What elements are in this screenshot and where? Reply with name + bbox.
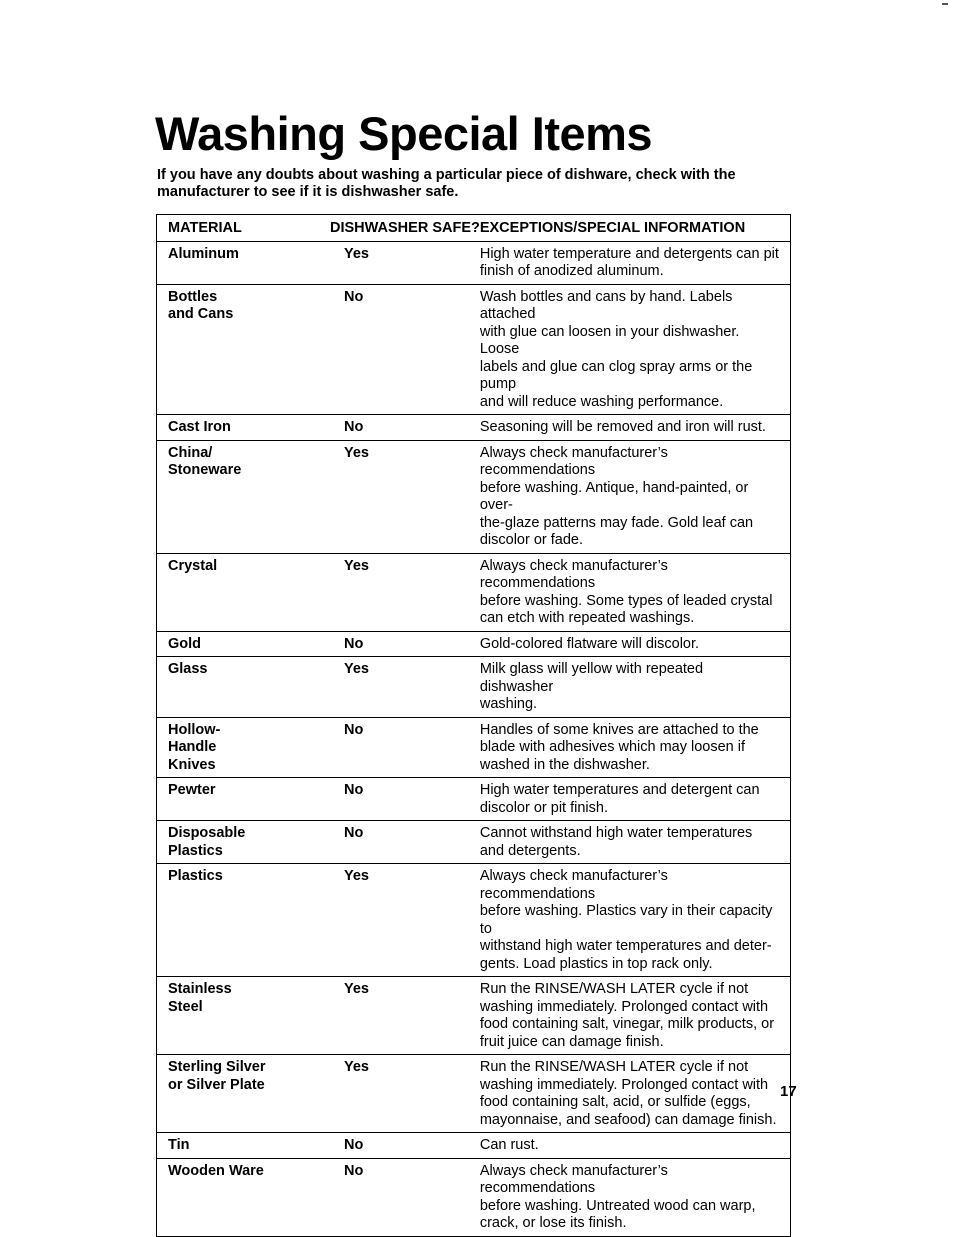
info-cell: Cannot withstand high water temperatures and detergents.	[480, 821, 791, 864]
table-row	[157, 553, 791, 631]
info-cell: Run the RINSE/WASH LATER cycle if not washing immediately. Prolonged contact with food containing salt, vinegar, milk products, or fruit juice can damage finish.	[480, 977, 791, 1055]
safe-cell: No	[330, 717, 480, 778]
material-cell: Plastics	[157, 864, 331, 977]
info-cell: Wash bottles and cans by hand. Labels attached with glue can loosen in your dishwasher. Loose labels and glue can clog spray arms or the pump and will reduce washing performance.	[480, 284, 791, 415]
safe-cell: Yes	[330, 440, 480, 553]
material-cell: China/ Stoneware	[157, 440, 331, 553]
safe-cell: Yes	[330, 977, 480, 1055]
material-cell: Hollow- Handle Knives	[157, 717, 331, 778]
table-row	[157, 657, 791, 718]
material-cell: Cast Iron	[157, 415, 331, 441]
table-row	[157, 284, 791, 415]
page-title: Washing Special Items	[155, 107, 653, 160]
material-cell: Aluminum	[157, 241, 331, 284]
table-row	[157, 1133, 791, 1159]
material-cell: Wooden Ware	[157, 1158, 331, 1236]
table-row	[157, 864, 791, 977]
safe-cell: No	[330, 284, 480, 415]
material-cell: Tin	[157, 1133, 331, 1159]
info-cell: Gold-colored flatware will discolor.	[480, 631, 791, 657]
header-dishwasher-safe: DISHWASHER SAFE?	[330, 215, 480, 242]
table-row	[157, 1055, 791, 1133]
table-row	[157, 821, 791, 864]
info-cell: Run the RINSE/WASH LATER cycle if not washing immediately. Prolonged contact with food containing salt, acid, or sulfide (eggs, mayonnaise, and seafood) can damage finish.	[480, 1055, 791, 1133]
header-material: MATERIAL	[157, 215, 331, 242]
info-cell: Always check manufacturer’s recommendations before washing. Plastics vary in their capacity to withstand high water temperatures and deter- gents. Load plastics in top rack only.	[480, 864, 791, 977]
table-row	[157, 977, 791, 1055]
page-edge-mark	[942, 3, 948, 5]
material-cell: Disposable Plastics	[157, 821, 331, 864]
info-cell: Always check manufacturer’s recommendations before washing. Some types of leaded crystal can etch with repeated washings.	[480, 553, 791, 631]
info-cell: Milk glass will yellow with repeated dishwasher washing.	[480, 657, 791, 718]
material-cell: Gold	[157, 631, 331, 657]
intro-paragraph: If you have any doubts about washing a particular piece of dishware, check with the manufacturer to see if it is dishwasher safe.	[157, 167, 736, 200]
safe-cell: Yes	[330, 864, 480, 977]
table-header-row	[157, 215, 791, 242]
material-cell: Sterling Silver or Silver Plate	[157, 1055, 331, 1133]
safe-cell: No	[330, 415, 480, 441]
material-cell: Bottles and Cans	[157, 284, 331, 415]
material-cell: Stainless Steel	[157, 977, 331, 1055]
special-items-table	[156, 214, 791, 1237]
safe-cell: No	[330, 1133, 480, 1159]
safe-cell: Yes	[330, 241, 480, 284]
table-row	[157, 717, 791, 778]
safe-cell: Yes	[330, 657, 480, 718]
safe-cell: No	[330, 821, 480, 864]
table-row	[157, 631, 791, 657]
info-cell: Handles of some knives are attached to the blade with adhesives which may loosen if washed in the dishwasher.	[480, 717, 791, 778]
page-number: 17	[780, 1083, 797, 1100]
safe-cell: No	[330, 778, 480, 821]
header-exceptions: EXCEPTIONS/SPECIAL INFORMATION	[480, 215, 791, 242]
safe-cell: No	[330, 1158, 480, 1236]
table-row	[157, 440, 791, 553]
table-row	[157, 241, 791, 284]
info-cell: Always check manufacturer’s recommendations before washing. Untreated wood can warp, crack, or lose its finish.	[480, 1158, 791, 1236]
safe-cell: No	[330, 631, 480, 657]
info-cell: High water temperature and detergents can pit finish of anodized aluminum.	[480, 241, 791, 284]
table-row	[157, 415, 791, 441]
safe-cell: Yes	[330, 553, 480, 631]
info-cell: Always check manufacturer’s recommendations before washing. Antique, hand-painted, or over- the-glaze patterns may fade. Gold leaf can discolor or fade.	[480, 440, 791, 553]
table-row	[157, 1158, 791, 1236]
safe-cell: Yes	[330, 1055, 480, 1133]
info-cell: Can rust.	[480, 1133, 791, 1159]
material-cell: Crystal	[157, 553, 331, 631]
table-row	[157, 778, 791, 821]
material-cell: Glass	[157, 657, 331, 718]
material-cell: Pewter	[157, 778, 331, 821]
info-cell: High water temperatures and detergent can discolor or pit finish.	[480, 778, 791, 821]
info-cell: Seasoning will be removed and iron will rust.	[480, 415, 791, 441]
